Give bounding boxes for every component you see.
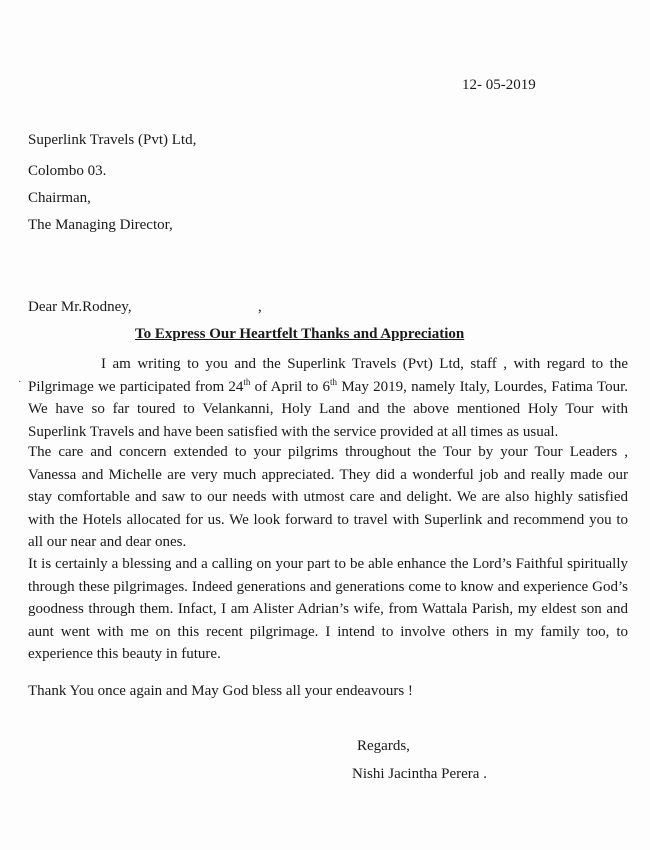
recipient-city: Colombo 03. — [28, 163, 107, 179]
ordinal-suffix-1: th — [243, 376, 251, 387]
regards: Regards, — [357, 738, 410, 754]
closing-line: Thank You once again and May God bless all your endeavours ! — [28, 683, 413, 699]
paragraph-2: The care and concern extended to your pilgrims throughout the Tour by your Tour Leaders , Vanessa and Michelle are very much appreciated. They did a wonderful job and really made our stay comfortable and saw to our needs with utmost care and delight. We are also highly satisfied with the Hotels allocated for us. We look forward to travel with Superlink and recommend you to all our near and dear ones. — [28, 444, 628, 550]
paragraph-1-part-c: May 2019, namely Italy, Lourdes, Fatima Tour. We have so far toured to Velankanni, Holy Land and the above mentioned Holy Tour with Superlink Travels and have been satisfied with the service provided at all times as usual. — [28, 378, 628, 440]
paragraph-1-part-a: I am writing to you and the Superlink Travels (Pvt) Ltd, staff , with regard to the Pilgrimage we participated from 24 — [28, 356, 628, 395]
salutation: Dear Mr.Rodney, — [28, 299, 132, 315]
paragraph-3: It is certainly a blessing and a calling on your part to be able enhance the Lord’s Faithful spiritually through these pilgrimages. Indeed generations and generations come to know and experience God’s goodness through them. Infact, I am Alister Adrian’s wife, from Wattala Parish, my eldest son and aunt went with me on this recent pilgrimage. I intend to involve others in my family too, to experience this beauty in future. — [28, 556, 628, 662]
recipient-company: Superlink Travels (Pvt) Ltd, — [28, 132, 197, 148]
salutation-comma: , — [258, 299, 262, 315]
recipient-title-chairman: Chairman, — [28, 190, 91, 206]
recipient-title-md: The Managing Director, — [28, 217, 173, 233]
margin-mark: · — [18, 377, 22, 388]
letter-date: 12- 05-2019 — [462, 77, 536, 93]
paragraph-1-part-b: of April to 6 — [250, 378, 331, 395]
signature-name: Nishi Jacintha Perera . — [352, 766, 487, 782]
letter-subject: To Express Our Heartfelt Thanks and Appreciation — [135, 326, 465, 342]
paragraph-1 — [28, 353, 628, 443]
ordinal-suffix-2: th — [330, 376, 338, 387]
